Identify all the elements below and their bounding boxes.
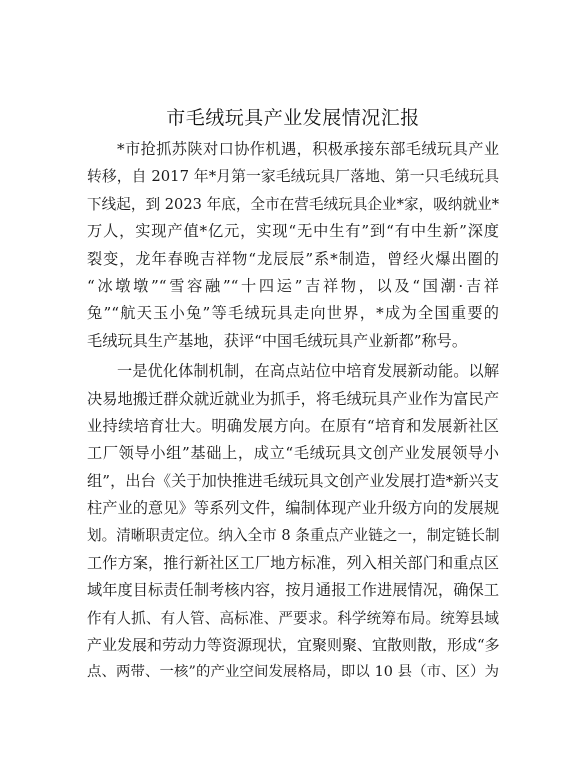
body-line: 毛绒玩具生产基地，获评“中国毛绒玩具产业新都”称号。 (87, 331, 468, 350)
body-line: 兔”“航天玉小兔”等毛绒玩具走向世界，*成为全国重要的 (87, 304, 499, 323)
body-line: 作有人抓、有人管、高标准、严要求。科学统筹布局。统筹县域 (87, 609, 499, 627)
body-line: 转移，自 2017 年*月第一家毛绒玩具厂落地、第一只毛绒玩具 (87, 168, 499, 186)
body-line: 产业发展和劳动力等资源现状，宜聚则聚、宜散则散，形成“多 (87, 636, 500, 655)
body-line: 万人，实现产值*亿元，实现“无中生有”到“有中生新”深度 (87, 222, 499, 241)
body-line: 裂变，龙年春晚吉祥物“龙辰辰”系*制造，曾经火爆出圈的 (87, 249, 499, 268)
body-line: 划。清晰职责定位。纳入全市 8 条重点产业链之一，制定链长制 (87, 527, 500, 545)
body-line: 业持续培育壮大。明确发展方向。在原有“培育和发展新社区 (87, 416, 499, 435)
body-line: 工厂领导小组”基础上，成立“毛绒玩具文创产业发展领导小 (87, 444, 499, 463)
document-body (87, 136, 499, 687)
body-line: *市抢抓苏陕对口协作机遇，积极承接东部毛绒玩具产业 (117, 140, 499, 158)
body-line: 组”，出台《关于加快推进毛绒玩具文创产业发展打造*新兴支 (87, 471, 499, 490)
body-line: 点、两带、一核”的产业空间发展格局，即以 10 县（市、区）为 (87, 664, 499, 681)
body-line: “冰墩墩”“雪容融”“十四运”吉祥物，以及“国潮·吉祥 (87, 276, 499, 295)
body-line: 柱产业的意见》等系列文件，编制体现产业升级方向的发展规 (87, 499, 499, 518)
body-line: 域年度目标责任制考核内容，按月通报工作进展情况，确保工 (87, 581, 499, 600)
body-line: 工作方案，推行新社区工厂地方标准，列入相关部门和重点区 (87, 553, 499, 572)
body-line: 下线起，到 2023 年底，全市在营毛绒玩具企业*家，吸纳就业* (87, 195, 499, 213)
document-title: 市毛绒玩具产业发展情况汇报 (166, 107, 420, 129)
body-line: 一是优化体制机制，在高点站位中培育发展新动能。以解 (117, 362, 499, 381)
body-line: 决易地搬迁群众就近就业为抓手，将毛绒玩具产业作为富民产 (87, 389, 499, 408)
